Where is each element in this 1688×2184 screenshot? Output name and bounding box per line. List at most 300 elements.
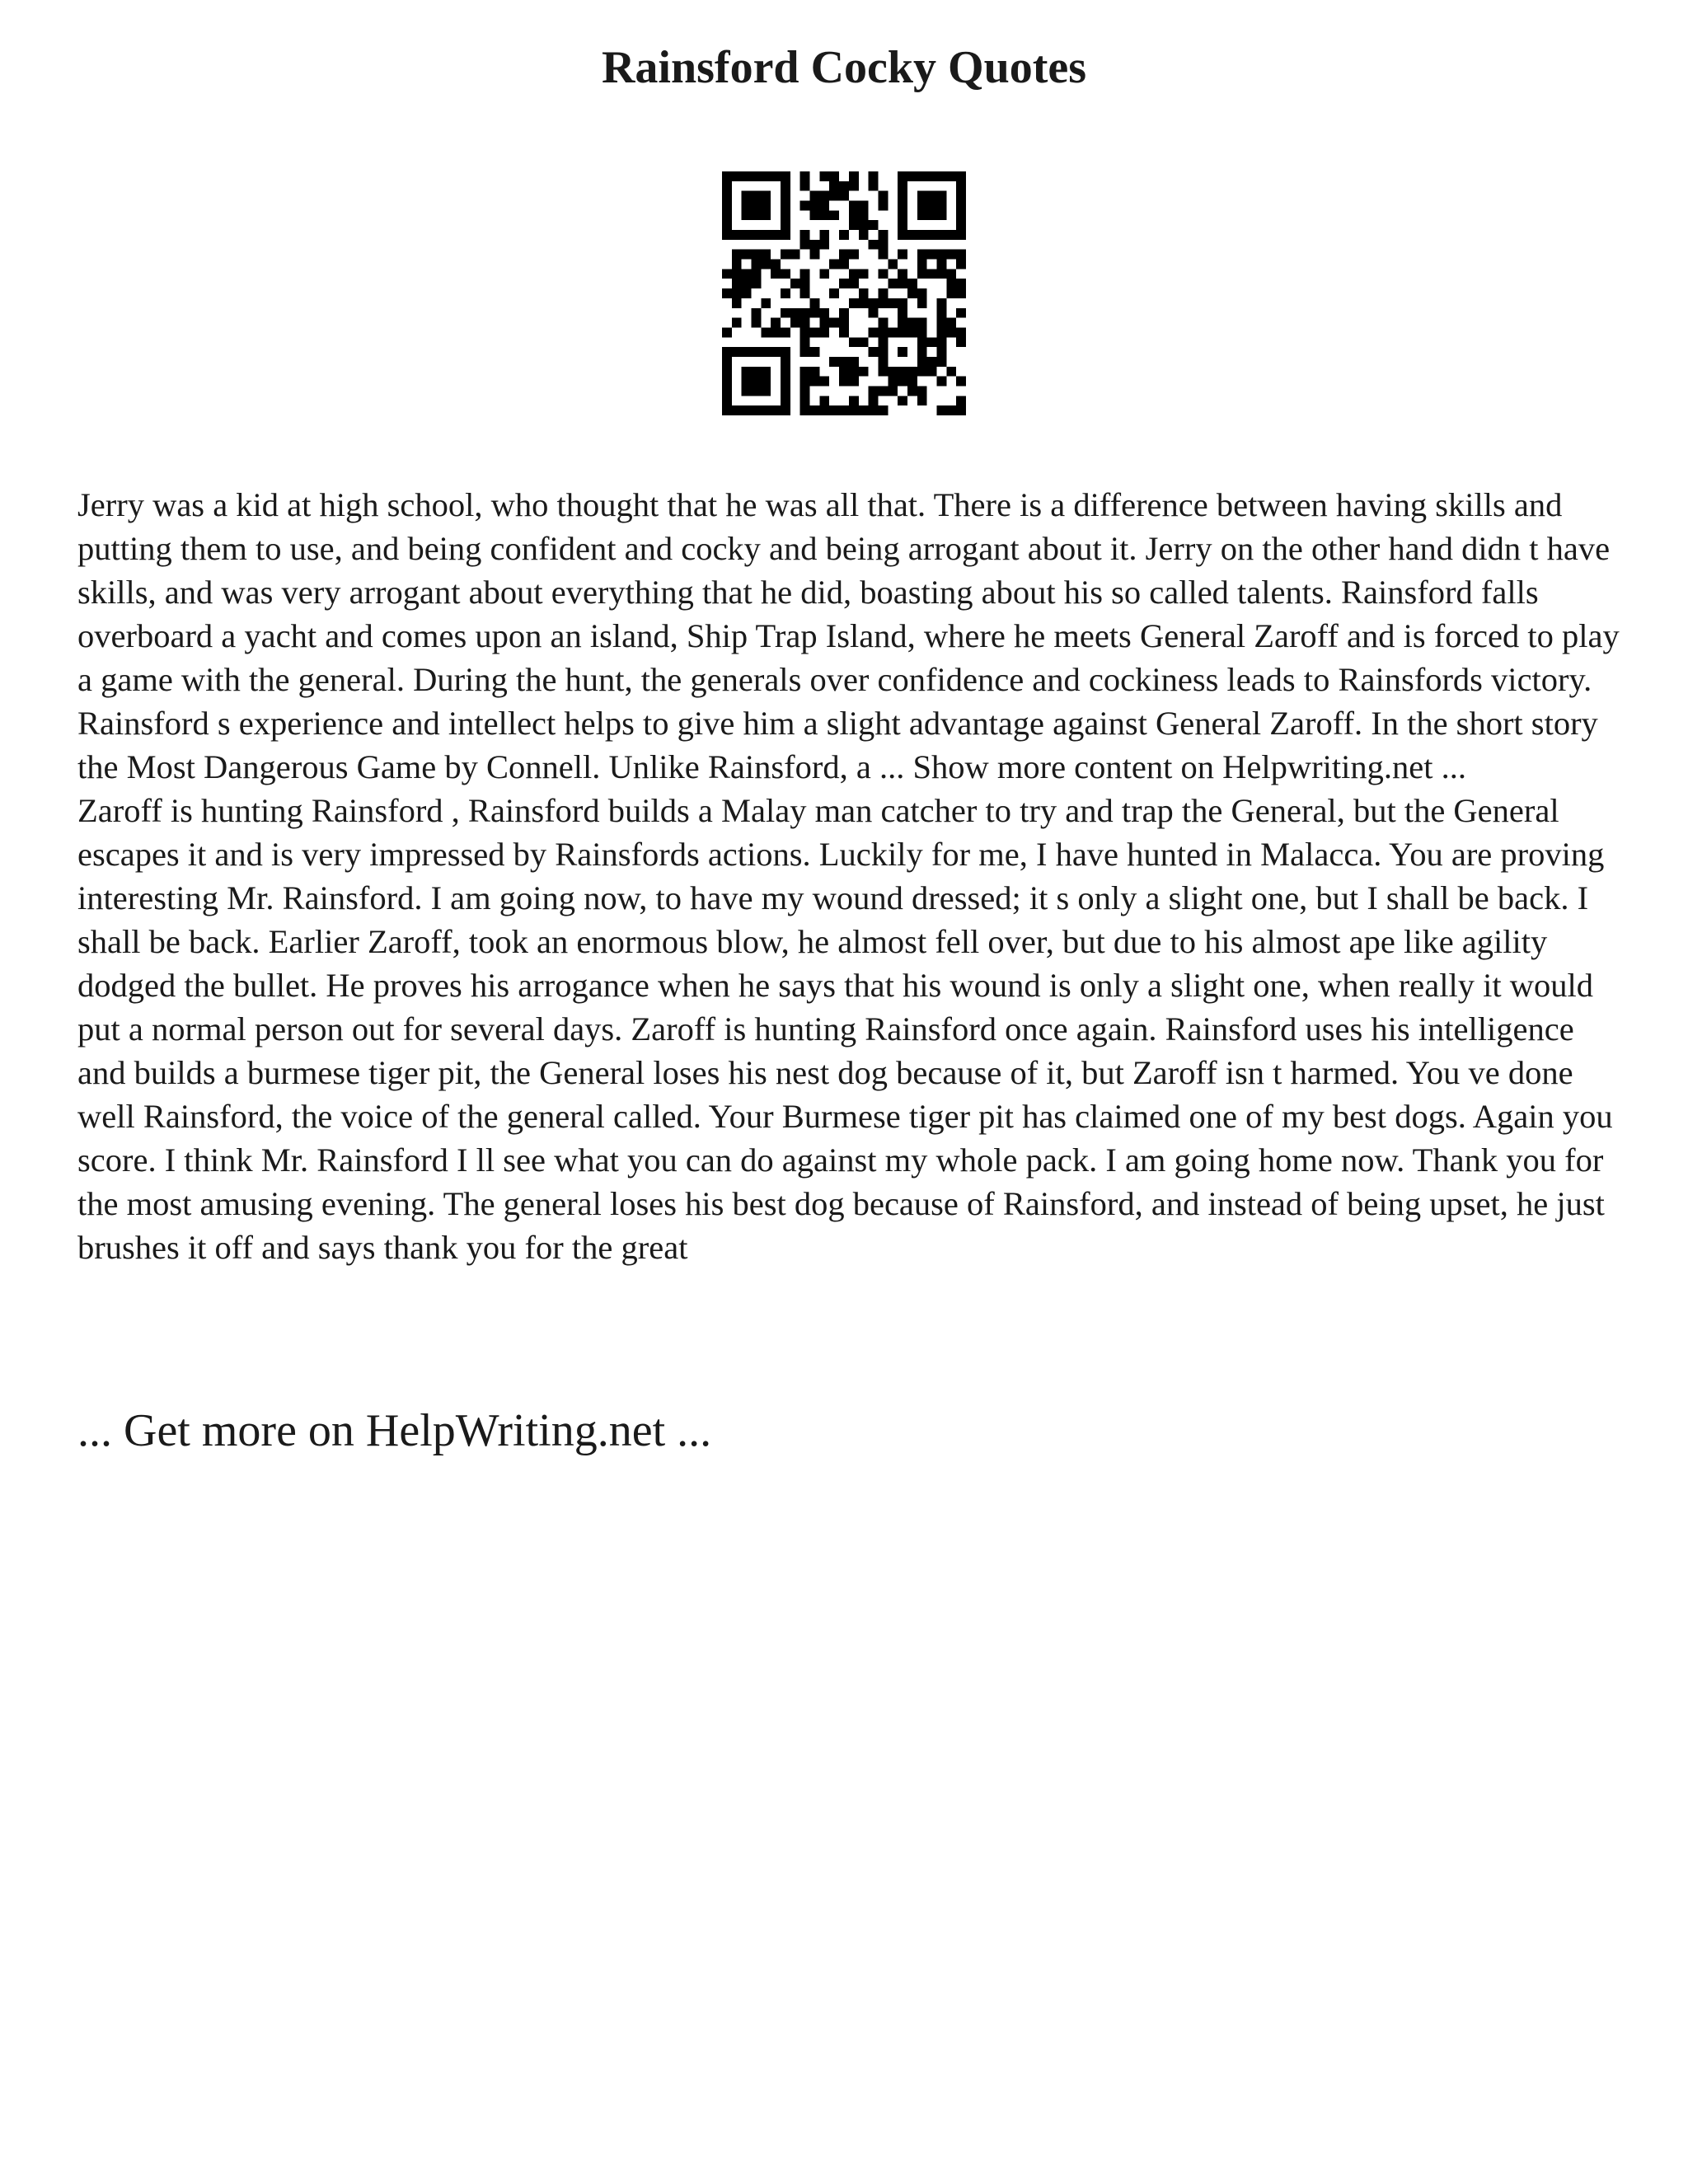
qr-module bbox=[839, 357, 849, 367]
qr-module bbox=[742, 210, 752, 220]
qr-module bbox=[781, 386, 790, 396]
qr-module bbox=[878, 201, 888, 211]
qr-module bbox=[752, 347, 762, 357]
qr-module bbox=[722, 191, 732, 201]
qr-module bbox=[819, 377, 829, 387]
qr-module bbox=[869, 240, 879, 250]
qr-module bbox=[839, 377, 849, 387]
qr-module bbox=[781, 288, 790, 298]
qr-module bbox=[722, 396, 732, 405]
qr-module bbox=[771, 327, 781, 337]
qr-module bbox=[829, 357, 839, 367]
qr-module bbox=[742, 269, 752, 279]
qr-module bbox=[761, 367, 771, 377]
qr-module bbox=[752, 260, 762, 269]
qr-module bbox=[722, 210, 732, 220]
qr-module bbox=[917, 357, 927, 367]
qr-module bbox=[829, 318, 839, 328]
qr-module bbox=[781, 405, 790, 415]
qr-module bbox=[742, 230, 752, 240]
qr-module bbox=[810, 405, 820, 415]
qr-module bbox=[742, 347, 752, 357]
qr-module bbox=[907, 318, 917, 328]
qr-module bbox=[839, 327, 849, 337]
qr-module bbox=[819, 201, 829, 211]
qr-module bbox=[800, 240, 810, 250]
qr-module bbox=[819, 405, 829, 415]
qr-module bbox=[936, 318, 946, 328]
qr-module bbox=[878, 386, 888, 396]
qr-module bbox=[742, 405, 752, 415]
qr-module bbox=[898, 308, 907, 318]
qr-module bbox=[752, 250, 762, 260]
qr-module bbox=[946, 405, 956, 415]
qr-module bbox=[956, 279, 966, 288]
qr-module bbox=[946, 171, 956, 181]
qr-module bbox=[907, 288, 917, 298]
qr-module bbox=[839, 230, 849, 240]
qr-module bbox=[722, 405, 732, 415]
qr-module bbox=[732, 298, 742, 308]
qr-module bbox=[849, 171, 859, 181]
qr-module bbox=[878, 191, 888, 201]
qr-module bbox=[917, 201, 927, 211]
qr-module bbox=[761, 201, 771, 211]
qr-module bbox=[869, 308, 879, 318]
qr-module bbox=[869, 220, 879, 230]
qr-module bbox=[878, 298, 888, 308]
qr-module bbox=[898, 269, 907, 279]
qr-code-graphic bbox=[722, 171, 966, 415]
qr-module bbox=[927, 357, 937, 367]
qr-module bbox=[878, 367, 888, 377]
qr-module bbox=[781, 269, 790, 279]
qr-module bbox=[956, 201, 966, 211]
qr-module bbox=[829, 405, 839, 415]
qr-module bbox=[781, 377, 790, 387]
qr-module bbox=[810, 367, 820, 377]
qr-module bbox=[946, 250, 956, 260]
qr-module bbox=[819, 240, 829, 250]
qr-module bbox=[800, 288, 810, 298]
qr-module bbox=[898, 279, 907, 288]
qr-module bbox=[907, 230, 917, 240]
qr-module bbox=[761, 298, 771, 308]
qr-module bbox=[781, 181, 790, 191]
qr-module bbox=[936, 230, 946, 240]
qr-module bbox=[888, 298, 898, 308]
qr-module bbox=[790, 250, 800, 260]
qr-module bbox=[946, 230, 956, 240]
qr-module bbox=[732, 250, 742, 260]
qr-module bbox=[752, 308, 762, 318]
qr-module bbox=[859, 210, 869, 220]
qr-module bbox=[800, 396, 810, 405]
qr-module bbox=[781, 191, 790, 201]
qr-module bbox=[927, 201, 937, 211]
qr-module bbox=[781, 347, 790, 357]
qr-module bbox=[936, 357, 946, 367]
qr-module bbox=[761, 327, 771, 337]
qr-module bbox=[761, 250, 771, 260]
qr-module bbox=[732, 288, 742, 298]
qr-module bbox=[790, 308, 800, 318]
qr-module bbox=[752, 377, 762, 387]
qr-module bbox=[732, 260, 742, 269]
qr-module bbox=[800, 269, 810, 279]
qr-module bbox=[819, 210, 829, 220]
qr-module bbox=[907, 377, 917, 387]
qr-module bbox=[878, 250, 888, 260]
qr-module bbox=[829, 171, 839, 181]
qr-module bbox=[946, 318, 956, 328]
qr-module bbox=[761, 191, 771, 201]
qr-module bbox=[781, 327, 790, 337]
qr-module bbox=[927, 337, 937, 347]
qr-module bbox=[742, 288, 752, 298]
qr-module bbox=[907, 171, 917, 181]
qr-module bbox=[917, 298, 927, 308]
qr-module bbox=[898, 201, 907, 211]
qr-module bbox=[732, 230, 742, 240]
qr-module bbox=[946, 269, 956, 279]
qr-module bbox=[722, 386, 732, 396]
qr-module bbox=[732, 279, 742, 288]
qr-code-icon bbox=[722, 171, 966, 415]
qr-module bbox=[771, 318, 781, 328]
qr-module bbox=[742, 191, 752, 201]
qr-module bbox=[810, 347, 820, 357]
qr-module bbox=[732, 347, 742, 357]
qr-module bbox=[849, 377, 859, 387]
qr-module bbox=[781, 201, 790, 211]
qr-module bbox=[752, 171, 762, 181]
qr-module bbox=[917, 171, 927, 181]
qr-module bbox=[829, 260, 839, 269]
qr-module bbox=[752, 210, 762, 220]
qr-module bbox=[878, 327, 888, 337]
qr-module bbox=[732, 405, 742, 415]
qr-module bbox=[878, 288, 888, 298]
qr-module bbox=[869, 298, 879, 308]
qr-module bbox=[878, 337, 888, 347]
qr-module bbox=[878, 269, 888, 279]
qr-module bbox=[917, 250, 927, 260]
qr-module bbox=[781, 210, 790, 220]
qr-module bbox=[722, 181, 732, 191]
qr-module bbox=[722, 288, 732, 298]
qr-module bbox=[956, 288, 966, 298]
paragraph-1: Jerry was a kid at high school, who thought that he was all that. There is a difference between having skills and putting them to use, and being confident and cocky and being arrogant about it. Jerry on the other hand didn t have skills, and was very arrogant about everything that he did, boasting about his so called talents. Rainsford falls overboard a yacht and comes upon an island, Ship Trap Island, where he meets General Zaroff and is forced to play a game with the general. During the hunt, the generals over confidence and cockiness leads to Rainsfords victory. Rainsford s experience and intellect helps to give him a slight advantage against General Zaroff. In the short story the Most Dangerous Game by Connell. Unlike Rainsford, a ... Show more content on Helpwriting.net ... bbox=[77, 486, 1620, 785]
qr-module bbox=[956, 181, 966, 191]
qr-module bbox=[898, 250, 907, 260]
qr-module bbox=[936, 191, 946, 201]
qr-module bbox=[722, 171, 732, 181]
qr-module bbox=[819, 327, 829, 337]
qr-module bbox=[722, 347, 732, 357]
qr-module bbox=[800, 337, 810, 347]
qr-module bbox=[898, 298, 907, 308]
qr-module bbox=[859, 201, 869, 211]
qr-module bbox=[800, 230, 810, 240]
qr-module bbox=[800, 201, 810, 211]
qr-module bbox=[800, 327, 810, 337]
qr-module bbox=[849, 269, 859, 279]
qr-module bbox=[936, 201, 946, 211]
qr-module bbox=[722, 201, 732, 211]
qr-module bbox=[849, 396, 859, 405]
qr-module bbox=[771, 171, 781, 181]
qr-module bbox=[781, 171, 790, 181]
qr-module bbox=[946, 327, 956, 337]
qr-module bbox=[869, 396, 879, 405]
qr-module bbox=[917, 327, 927, 337]
qr-module bbox=[800, 279, 810, 288]
qr-module bbox=[781, 250, 790, 260]
qr-module bbox=[732, 171, 742, 181]
qr-module bbox=[742, 367, 752, 377]
qr-module bbox=[878, 230, 888, 240]
qr-module bbox=[800, 181, 810, 191]
qr-module bbox=[898, 171, 907, 181]
qr-module bbox=[839, 260, 849, 269]
qr-module bbox=[956, 405, 966, 415]
qr-module bbox=[722, 269, 732, 279]
qr-module bbox=[849, 201, 859, 211]
qr-module bbox=[742, 279, 752, 288]
qr-module bbox=[946, 288, 956, 298]
qr-module bbox=[800, 347, 810, 357]
qr-module bbox=[898, 367, 907, 377]
qr-module bbox=[839, 318, 849, 328]
qr-module bbox=[752, 201, 762, 211]
qr-module bbox=[722, 357, 732, 367]
qr-module bbox=[761, 260, 771, 269]
qr-module bbox=[956, 171, 966, 181]
qr-module bbox=[888, 377, 898, 387]
qr-module bbox=[956, 308, 966, 318]
qr-module bbox=[839, 308, 849, 318]
qr-module bbox=[927, 269, 937, 279]
qr-module bbox=[810, 210, 820, 220]
qr-module bbox=[761, 405, 771, 415]
qr-module bbox=[849, 405, 859, 415]
qr-module bbox=[761, 171, 771, 181]
qr-module bbox=[917, 386, 927, 396]
qr-module bbox=[800, 318, 810, 328]
qr-module bbox=[771, 230, 781, 240]
qr-module bbox=[732, 318, 742, 328]
qr-module bbox=[888, 279, 898, 288]
qr-module bbox=[722, 377, 732, 387]
qr-module bbox=[742, 386, 752, 396]
qr-module bbox=[956, 260, 966, 269]
qr-module bbox=[800, 386, 810, 396]
qr-module bbox=[936, 377, 946, 387]
qr-module bbox=[761, 210, 771, 220]
qr-module bbox=[819, 308, 829, 318]
qr-module bbox=[761, 347, 771, 357]
qr-module bbox=[761, 386, 771, 396]
qr-module bbox=[917, 269, 927, 279]
qr-module bbox=[790, 279, 800, 288]
qr-module bbox=[936, 308, 946, 318]
qr-module bbox=[917, 191, 927, 201]
qr-module bbox=[859, 230, 869, 240]
qr-module bbox=[752, 230, 762, 240]
qr-module bbox=[956, 396, 966, 405]
qr-module bbox=[859, 288, 869, 298]
qr-module bbox=[810, 308, 820, 318]
qr-module bbox=[956, 250, 966, 260]
qr-module bbox=[761, 230, 771, 240]
qr-module bbox=[898, 327, 907, 337]
qr-module bbox=[722, 220, 732, 230]
qr-module bbox=[771, 269, 781, 279]
qr-module bbox=[917, 210, 927, 220]
qr-module bbox=[936, 210, 946, 220]
qr-module bbox=[878, 240, 888, 250]
qr-module bbox=[888, 327, 898, 337]
paragraph-2: Zaroff is hunting Rainsford , Rainsford builds a Malay man catcher to try and trap the General, but the General escapes it and is very impressed by Rainsfords actions. Luckily for me, I have hunted in Malacca. You are proving interesting Mr. Rainsford. I am going now, to have my wound dressed; it s only a slight one, but I shall be back. I shall be back. Earlier Zaroff, took an enormous blow, he almost fell over, but due to his almost ape like agility dodged the bullet. He proves his arrogance when he says that his wound is only a slight one, when really it would put a normal person out for several days. Zaroff is hunting Rainsford once again. Rainsford uses his intelligence and builds a burmese tiger pit, the General loses his nest dog because of it, but Zaroff isn t harmed. You ve done well Rainsford, the voice of the general called. Your Burmese tiger pit has claimed one of my best dogs. Again you score. I think Mr. Rainsford I ll see what you can do against my whole pack. I am going home now. Thank you for the most amusing evening. The general loses his best dog because of Rainsford, and instead of being upset, he just brushes it off and says thank you for the great bbox=[77, 792, 1613, 1266]
qr-module bbox=[849, 298, 859, 308]
qr-module bbox=[771, 260, 781, 269]
get-more-link[interactable]: ... Get more on HelpWriting.net ... bbox=[77, 1405, 712, 1456]
qr-module bbox=[781, 396, 790, 405]
qr-module bbox=[829, 181, 839, 191]
qr-module bbox=[800, 367, 810, 377]
qr-module bbox=[859, 367, 869, 377]
qr-module bbox=[790, 318, 800, 328]
qr-module bbox=[907, 386, 917, 396]
qr-module bbox=[839, 191, 849, 201]
qr-module bbox=[956, 210, 966, 220]
qr-module bbox=[752, 191, 762, 201]
qr-module bbox=[907, 327, 917, 337]
qr-module bbox=[917, 347, 927, 357]
qr-module bbox=[898, 377, 907, 387]
qr-module bbox=[956, 377, 966, 387]
qr-module bbox=[839, 405, 849, 415]
qr-module bbox=[869, 171, 879, 181]
qr-module bbox=[936, 347, 946, 357]
qr-module bbox=[917, 337, 927, 347]
qr-module bbox=[956, 191, 966, 201]
qr-module bbox=[819, 230, 829, 240]
qr-module bbox=[849, 250, 859, 260]
qr-module bbox=[752, 279, 762, 288]
qr-module bbox=[829, 210, 839, 220]
qr-module bbox=[819, 318, 829, 328]
qr-module bbox=[936, 269, 946, 279]
qr-module bbox=[839, 250, 849, 260]
qr-module bbox=[849, 357, 859, 367]
qr-module bbox=[898, 347, 907, 357]
qr-module bbox=[819, 191, 829, 201]
qr-module bbox=[917, 230, 927, 240]
qr-module bbox=[829, 191, 839, 201]
qr-module bbox=[917, 396, 927, 405]
qr-module bbox=[839, 181, 849, 191]
qr-module bbox=[781, 220, 790, 230]
qr-module bbox=[752, 367, 762, 377]
qr-module bbox=[888, 260, 898, 269]
qr-module bbox=[819, 396, 829, 405]
qr-module bbox=[781, 367, 790, 377]
qr-module bbox=[839, 367, 849, 377]
qr-module bbox=[742, 171, 752, 181]
qr-module bbox=[898, 191, 907, 201]
qr-module bbox=[956, 230, 966, 240]
qr-module bbox=[849, 210, 859, 220]
qr-module bbox=[849, 279, 859, 288]
qr-module bbox=[810, 240, 820, 250]
qr-module bbox=[810, 298, 820, 308]
qr-module bbox=[956, 220, 966, 230]
qr-module bbox=[917, 367, 927, 377]
qr-module bbox=[936, 298, 946, 308]
qr-module bbox=[927, 367, 937, 377]
qr-module bbox=[898, 181, 907, 191]
qr-module bbox=[936, 171, 946, 181]
qr-module bbox=[898, 230, 907, 240]
qr-module bbox=[898, 220, 907, 230]
qr-module bbox=[907, 279, 917, 288]
qr-module bbox=[917, 288, 927, 298]
qr-module bbox=[878, 357, 888, 367]
qr-module bbox=[927, 230, 937, 240]
qr-module bbox=[810, 250, 820, 260]
qr-module bbox=[888, 367, 898, 377]
qr-module bbox=[888, 386, 898, 396]
qr-module bbox=[869, 327, 879, 337]
qr-module bbox=[936, 250, 946, 260]
qr-module bbox=[869, 181, 879, 191]
qr-module bbox=[732, 269, 742, 279]
page-title: Rainsford Cocky Quotes bbox=[601, 42, 1087, 93]
qr-module bbox=[878, 405, 888, 415]
qr-module bbox=[956, 337, 966, 347]
qr-module bbox=[819, 269, 829, 279]
article-body bbox=[77, 483, 1627, 1269]
qr-module bbox=[917, 260, 927, 269]
qr-module bbox=[936, 337, 946, 347]
qr-module bbox=[810, 377, 820, 387]
qr-module bbox=[752, 318, 762, 328]
qr-module bbox=[771, 405, 781, 415]
qr-module bbox=[936, 405, 946, 415]
qr-module bbox=[839, 279, 849, 288]
qr-module bbox=[722, 327, 732, 337]
qr-module bbox=[898, 396, 907, 405]
qr-module bbox=[946, 367, 956, 377]
qr-module bbox=[819, 171, 829, 181]
qr-module bbox=[849, 181, 859, 191]
qr-module bbox=[898, 318, 907, 328]
qr-module bbox=[946, 279, 956, 288]
qr-module bbox=[800, 405, 810, 415]
qr-module bbox=[859, 298, 869, 308]
qr-module bbox=[907, 367, 917, 377]
qr-module bbox=[869, 386, 879, 396]
qr-module bbox=[878, 347, 888, 357]
qr-module bbox=[810, 201, 820, 211]
qr-module bbox=[771, 347, 781, 357]
qr-module bbox=[752, 405, 762, 415]
qr-module bbox=[927, 250, 937, 260]
qr-module bbox=[722, 367, 732, 377]
qr-module bbox=[781, 357, 790, 367]
